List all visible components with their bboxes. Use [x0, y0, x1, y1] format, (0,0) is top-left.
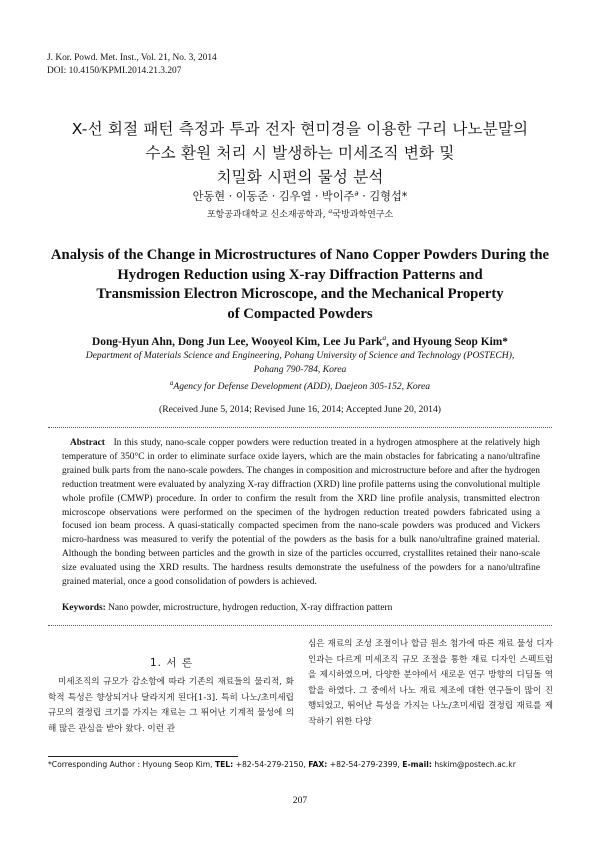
- abstract-bottom-divider: [48, 625, 552, 626]
- body-column-left: 미세조직의 규모가 감소함에 따라 기존의 재료들의 물리적, 화학적 특성은 향상되거나 달라지게 된다[1-3]. 특히 나노/초미세립 규모의 결정립 크기를 가지는 재료는 그 뛰어난 기계적 물성에 의해 많은 관심을 받아 왔다. 이런 관: [48, 677, 294, 734]
- english-affiliation: Department of Materials Science and Engineering, Pohang University of Science and Technology (POSTECH), Pohang 790-784, Korea $^a$Agency for Defense Development (ADD), Daejeon 305-152, Korea: [85, 350, 515, 392]
- body-column-right: 심은 재료의 조성 조절이나 합금 원소 첨가에 따른 재료 물성 디자인과는 다르게 미세조직 규모 조절을 통한 재료 디자인 스펙트럼을 제시하였으며, 다양한 분야에서 새로운 연구 방향의 디딤돌 역할을 하였다. 그 중에서 나노 재료 제조에 대한 연구들이 많이 진행되었고, 뛰어난 특성을 가지는 나노/초미세립 결정립 재료를 제작하기 위한 다양: [308, 639, 553, 727]
- english-title: [30, 246, 570, 324]
- footnote-divider: [48, 756, 238, 757]
- keywords-text: Nano powder, microstructure, hydrogen reduction, X-ray diffraction pattern: [108, 603, 393, 613]
- keywords: [62, 603, 392, 613]
- abstract-label: Abstract: [70, 438, 105, 448]
- footnote: *Corresponding Author : Hyoung Seop Kim, TEL: +82-54-279-2150, FAX: +82-54-279-2399, E-mail: hskim@postech.ac.kr: [48, 760, 516, 769]
- journal-doi: DOI: 10.4150/KPMI.2014.21.3.207: [47, 65, 182, 76]
- page-number: 207: [292, 795, 308, 806]
- korean-title-line: 수소 환원 처리 시 발생하는 미세조직 변화 및: [145, 144, 455, 162]
- abstract: [62, 437, 540, 590]
- english-title-line: of Compacted Powders: [227, 305, 373, 322]
- abstract-text: In this study, nano-scale copper powders were reduction treated in a hydrogen atmosphere at the relatively high temperature of 350°C in order to eliminate surface oxide layers, which are the main obstacles for fabricating a nano/ultrafine grained bulk parts from the nano-scale powders. The changes in composition and microstructure before and after the hydrogen reduction treatment were evaluated by analyzing X-ray diffraction (XRD) line profile patterns using the convolutional multiple whole profile (CMWP) procedure. In order to confirm the result from the XRD line profile analysis, transmitted electron microscope observations were performed on the specimen of the hydrogen reduction treated powders fabricated using a focused ion beam process. A quasi-statically compacted specimen from the nano-scale powders was produced and Vickers micro-hardness was measured to verify the potential of the powders as the basis for a bulk nano/ultrafine grained material. Although the bonding between particles and the growth in size of the particles occurred, crystallites retained their nano-scale size evaluated using the XRD results. The hardness results demonstrate the usefulness of the powders for a nano/ultrafine grained material, once a good consolidation of powders is achieved.: [62, 438, 540, 588]
- section-heading: 1. 서 론: [150, 657, 193, 669]
- english-title-line: Hydrogen Reduction using X-ray Diffraction Patterns and: [117, 266, 483, 283]
- journal-header: [47, 52, 217, 77]
- abstract-top-divider: [48, 427, 552, 428]
- korean-title-line: 치밀화 시편의 물성 분석: [216, 168, 384, 186]
- english-authors: Dong-Hyun Ahn, Dong Jun Lee, Wooyeol Kim, Lee Ju Park$^a$, and Hyoung Seop Kim*: [92, 333, 508, 348]
- korean-title: [0, 117, 600, 189]
- korean-title-line: X-선 회절 패턴 측정과 투과 전자 현미경을 이용한 구리 나노분말의: [71, 120, 529, 138]
- received-dates: (Received June 5, 2014; Revised June 16, 2014; Accepted June 20, 2014): [159, 404, 441, 415]
- english-title-line: Analysis of the Change in Microstructures of Nano Copper Powders During the: [50, 247, 550, 263]
- keywords-label: Keywords:: [62, 603, 106, 613]
- korean-affiliation: 포항공과대학교 신소재공학과, $^a$국방과학연구소: [206, 207, 394, 220]
- journal-citation: J. Kor. Powd. Met. Inst., Vol. 21, No. 3, 2014: [47, 53, 217, 63]
- korean-authors: 안동현 · 이동준 · 김우열 · 박이주$^a$ · 김형섭*: [192, 189, 408, 203]
- english-title-line: Transmission Electron Microscope, and the Mechanical Property: [96, 286, 504, 303]
